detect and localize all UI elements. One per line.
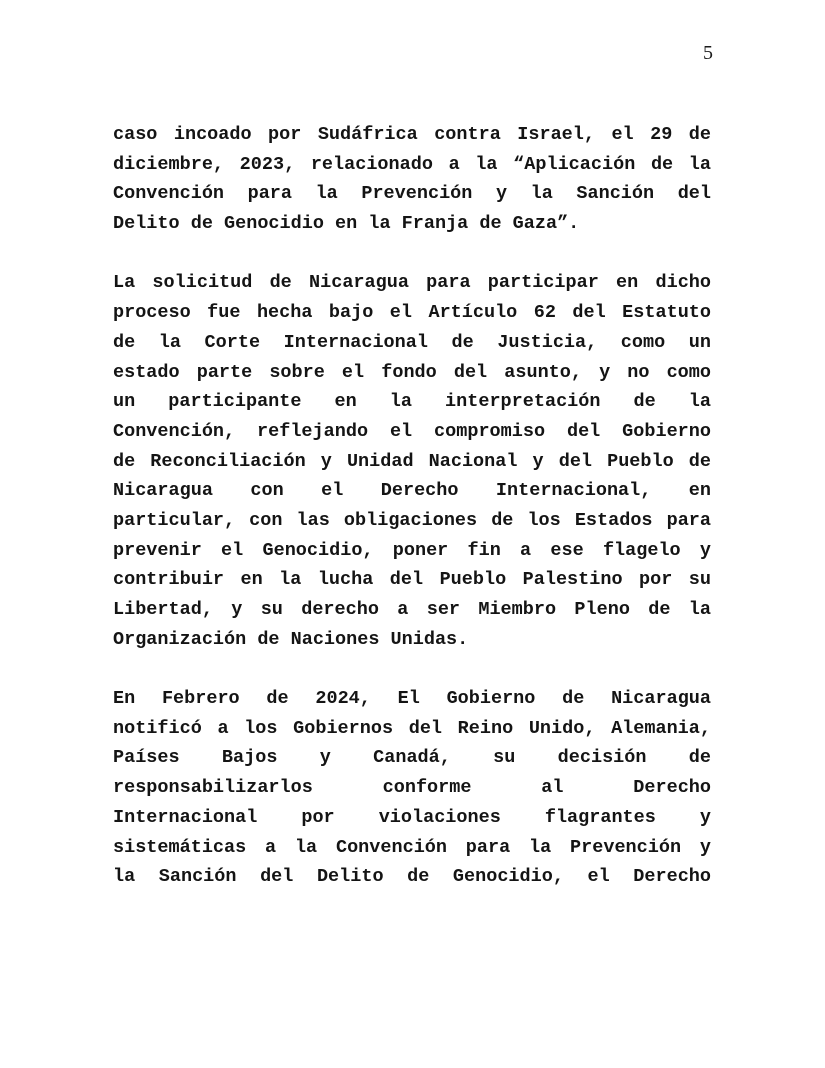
text-line: caso incoado por Sudáfrica contra Israel, el 29 de bbox=[113, 124, 711, 145]
text-line: estado parte sobre el fondo del asunto, y no como bbox=[113, 361, 711, 383]
text-line: contribuir en la lucha del Pueblo Palestino por su bbox=[113, 569, 711, 591]
text-line: de la Corte Internacional de Justicia, como un bbox=[113, 331, 711, 353]
text-line: La solicitud de Nicaragua para participar en dicho bbox=[113, 272, 711, 294]
text-line: de Reconciliación y Unidad Nacional y del Pueblo de bbox=[113, 450, 711, 472]
text-line: la Sanción del Delito de Genocidio, el Derecho bbox=[113, 866, 711, 888]
text-line: responsabilizarlos conforme al Derecho bbox=[113, 777, 711, 799]
text-line: Convención, reflejando el compromiso del Gobierno bbox=[113, 420, 711, 442]
text-line: Organización de Naciones Unidas. bbox=[113, 628, 469, 650]
text-line: notificó a los Gobiernos del Reino Unido, Alemania, bbox=[113, 717, 711, 739]
text-line: Internacional por violaciones flagrantes y bbox=[113, 806, 711, 828]
text-line: Nicaragua con el Derecho Internacional, en bbox=[113, 480, 711, 502]
document-body bbox=[113, 120, 711, 892]
text-line: Libertad, y su derecho a ser Miembro Pleno de la bbox=[113, 599, 711, 620]
text-line: particular, con las obligaciones de los Estados para bbox=[113, 509, 711, 531]
page-number: 5 bbox=[703, 42, 713, 64]
text-line: Convención para la Prevención y la Sanción del bbox=[113, 183, 711, 205]
text-line: sistemáticas a la Convención para la Prevención y bbox=[113, 836, 711, 858]
text-line: En Febrero de 2024, El Gobierno de Nicaragua bbox=[113, 688, 711, 710]
text-line: proceso fue hecha bajo el Artículo 62 del Estatuto bbox=[113, 302, 711, 324]
text-line: Países Bajos y Canadá, su decisión de bbox=[113, 747, 711, 769]
text-line: prevenir el Genocidio, poner fin a ese flagelo y bbox=[113, 539, 711, 561]
paragraph bbox=[113, 268, 711, 654]
paragraph bbox=[113, 120, 711, 239]
text-line: diciembre, 2023, relacionado a la “Aplicación de la bbox=[113, 153, 711, 175]
text-line: Delito de Genocidio en la Franja de Gaza”. bbox=[113, 213, 580, 235]
paragraph bbox=[113, 684, 711, 892]
text-line: un participante en la interpretación de la bbox=[113, 391, 711, 413]
